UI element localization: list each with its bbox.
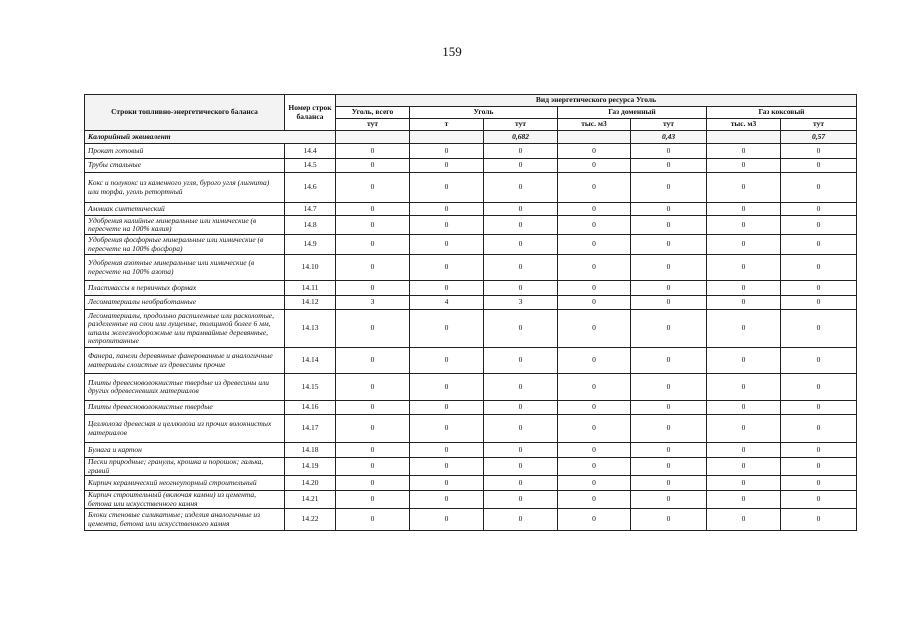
row-value: 0 bbox=[781, 144, 857, 159]
row-value: 0 bbox=[781, 159, 857, 173]
header-unit: тут bbox=[484, 119, 558, 131]
calorific-value: 0,43 bbox=[631, 131, 707, 144]
table-row bbox=[85, 144, 857, 159]
row-value: 0 bbox=[410, 401, 484, 415]
header-group-blast-furnace-gas: Газ доменный bbox=[558, 107, 707, 119]
row-value: 0 bbox=[707, 173, 781, 203]
row-value: 0 bbox=[558, 374, 631, 401]
row-value: 0 bbox=[558, 296, 631, 310]
row-name: Блоки стеновые силикатные; изделия аналогичные из цемента, бетона или искусственного камня bbox=[85, 509, 285, 531]
row-value: 0 bbox=[336, 203, 410, 216]
row-value: 0 bbox=[558, 281, 631, 296]
row-value: 0 bbox=[707, 401, 781, 415]
row-value: 0 bbox=[558, 491, 631, 509]
row-value: 0 bbox=[410, 491, 484, 509]
row-value: 0 bbox=[558, 235, 631, 255]
row-value: 0 bbox=[336, 443, 410, 458]
row-value: 0 bbox=[781, 235, 857, 255]
row-value: 0 bbox=[631, 159, 707, 173]
row-value: 0 bbox=[781, 509, 857, 531]
table-row bbox=[85, 415, 857, 443]
row-code: 14.17 bbox=[285, 415, 336, 443]
row-value: 0 bbox=[631, 310, 707, 348]
row-value: 0 bbox=[631, 281, 707, 296]
row-value: 0 bbox=[410, 415, 484, 443]
row-value: 0 bbox=[707, 144, 781, 159]
table-row bbox=[85, 458, 857, 476]
header-unit: тыс. м3 bbox=[558, 119, 631, 131]
row-name: Прокат готовый bbox=[85, 144, 285, 159]
header-row-number: Номер строк баланса bbox=[285, 95, 336, 131]
calorific-value bbox=[558, 131, 631, 144]
row-value: 0 bbox=[484, 491, 558, 509]
row-value: 0 bbox=[631, 216, 707, 235]
table-row bbox=[85, 443, 857, 458]
row-value: 0 bbox=[707, 509, 781, 531]
row-value: 0 bbox=[558, 509, 631, 531]
row-code: 14.14 bbox=[285, 348, 336, 374]
row-value: 0 bbox=[707, 458, 781, 476]
row-value: 0 bbox=[410, 203, 484, 216]
table-row bbox=[85, 509, 857, 531]
row-code: 14.15 bbox=[285, 374, 336, 401]
row-value: 0 bbox=[631, 401, 707, 415]
row-name: Лесоматериалы необработанные bbox=[85, 296, 285, 310]
row-value: 0 bbox=[631, 374, 707, 401]
row-name: Удобрения фосфорные минеральные или химические (в пересчете на 100% фосфора) bbox=[85, 235, 285, 255]
row-value: 0 bbox=[558, 216, 631, 235]
row-value: 0 bbox=[558, 443, 631, 458]
row-name: Целлюлоза древесная и целлюлоза из прочих волокнистых материалов bbox=[85, 415, 285, 443]
row-value: 0 bbox=[336, 144, 410, 159]
header-unit: тут bbox=[336, 119, 410, 131]
row-value: 0 bbox=[631, 255, 707, 281]
header-unit: тут bbox=[781, 119, 857, 131]
row-value: 0 bbox=[781, 415, 857, 443]
row-value: 0 bbox=[781, 203, 857, 216]
table-row bbox=[85, 255, 857, 281]
row-value: 0 bbox=[558, 310, 631, 348]
row-value: 0 bbox=[336, 476, 410, 491]
row-value: 0 bbox=[484, 281, 558, 296]
row-value: 0 bbox=[484, 374, 558, 401]
row-value: 0 bbox=[336, 509, 410, 531]
table-row bbox=[85, 296, 857, 310]
row-value: 0 bbox=[410, 255, 484, 281]
row-value: 0 bbox=[631, 476, 707, 491]
row-code: 14.11 bbox=[285, 281, 336, 296]
row-value: 0 bbox=[336, 491, 410, 509]
calorific-value: 0,57 bbox=[781, 131, 857, 144]
row-value: 0 bbox=[410, 443, 484, 458]
row-name: Трубы стальные bbox=[85, 159, 285, 173]
table-row bbox=[85, 374, 857, 401]
row-value: 0 bbox=[484, 443, 558, 458]
row-value: 0 bbox=[484, 255, 558, 281]
row-value: 0 bbox=[781, 296, 857, 310]
row-value: 0 bbox=[781, 491, 857, 509]
row-value: 0 bbox=[558, 173, 631, 203]
row-value: 0 bbox=[410, 348, 484, 374]
table-row bbox=[85, 159, 857, 173]
row-value: 0 bbox=[410, 235, 484, 255]
row-value: 0 bbox=[336, 159, 410, 173]
row-value: 0 bbox=[558, 255, 631, 281]
row-value: 0 bbox=[484, 235, 558, 255]
row-value: 0 bbox=[410, 144, 484, 159]
row-code: 14.7 bbox=[285, 203, 336, 216]
row-code: 14.19 bbox=[285, 458, 336, 476]
table-row bbox=[85, 281, 857, 296]
row-value: 0 bbox=[484, 216, 558, 235]
row-value: 4 bbox=[410, 296, 484, 310]
row-name: Пластмассы в первичных формах bbox=[85, 281, 285, 296]
row-value: 0 bbox=[410, 476, 484, 491]
row-value: 0 bbox=[410, 374, 484, 401]
row-value: 0 bbox=[631, 144, 707, 159]
row-value: 0 bbox=[410, 310, 484, 348]
row-value: 0 bbox=[336, 235, 410, 255]
calorific-value bbox=[410, 131, 484, 144]
table-row bbox=[85, 310, 857, 348]
row-value: 0 bbox=[631, 235, 707, 255]
row-value: 0 bbox=[707, 235, 781, 255]
row-value: 0 bbox=[484, 458, 558, 476]
row-value: 0 bbox=[631, 443, 707, 458]
row-value: 0 bbox=[484, 159, 558, 173]
table-row bbox=[85, 491, 857, 509]
row-value: 0 bbox=[558, 144, 631, 159]
row-value: 0 bbox=[484, 203, 558, 216]
row-value: 0 bbox=[336, 310, 410, 348]
header-unit: тут bbox=[631, 119, 707, 131]
row-name: Пески природные; гранулы, крошка и порошок; галька, гравий bbox=[85, 458, 285, 476]
row-value: 0 bbox=[410, 216, 484, 235]
row-value: 0 bbox=[707, 476, 781, 491]
row-value: 0 bbox=[781, 476, 857, 491]
row-value: 0 bbox=[631, 348, 707, 374]
row-code: 14.18 bbox=[285, 443, 336, 458]
row-value: 0 bbox=[484, 401, 558, 415]
row-value: 0 bbox=[336, 173, 410, 203]
table-row bbox=[85, 173, 857, 203]
row-value: 0 bbox=[336, 374, 410, 401]
row-name: Аммиак синтетический bbox=[85, 203, 285, 216]
row-value: 0 bbox=[410, 159, 484, 173]
row-value: 0 bbox=[558, 401, 631, 415]
row-value: 3 bbox=[484, 296, 558, 310]
row-value: 0 bbox=[631, 458, 707, 476]
row-value: 0 bbox=[781, 458, 857, 476]
row-value: 0 bbox=[336, 415, 410, 443]
row-value: 0 bbox=[484, 415, 558, 443]
row-value: 0 bbox=[484, 476, 558, 491]
row-code: 14.20 bbox=[285, 476, 336, 491]
calorific-value bbox=[707, 131, 781, 144]
page-number: 159 bbox=[442, 44, 462, 59]
row-value: 0 bbox=[707, 415, 781, 443]
table-row bbox=[85, 476, 857, 491]
row-value: 0 bbox=[707, 159, 781, 173]
row-value: 0 bbox=[781, 443, 857, 458]
calorific-value bbox=[336, 131, 410, 144]
row-value: 0 bbox=[707, 348, 781, 374]
row-value: 0 bbox=[707, 443, 781, 458]
row-value: 0 bbox=[558, 348, 631, 374]
row-name: Фанера, панели деревянные фанерованные и аналогичные материалы слоистые из древесины прочие bbox=[85, 348, 285, 374]
table-row bbox=[85, 235, 857, 255]
row-value: 0 bbox=[336, 401, 410, 415]
row-value: 0 bbox=[707, 374, 781, 401]
row-code: 14.16 bbox=[285, 401, 336, 415]
row-value: 3 bbox=[336, 296, 410, 310]
row-code: 14.21 bbox=[285, 491, 336, 509]
row-code: 14.8 bbox=[285, 216, 336, 235]
row-value: 0 bbox=[781, 281, 857, 296]
table-row bbox=[85, 348, 857, 374]
row-value: 0 bbox=[410, 509, 484, 531]
row-value: 0 bbox=[781, 401, 857, 415]
row-value: 0 bbox=[336, 348, 410, 374]
row-value: 0 bbox=[410, 173, 484, 203]
row-code: 14.4 bbox=[285, 144, 336, 159]
row-code: 14.6 bbox=[285, 173, 336, 203]
row-code: 14.9 bbox=[285, 235, 336, 255]
row-code: 14.5 bbox=[285, 159, 336, 173]
row-value: 0 bbox=[631, 296, 707, 310]
table-row bbox=[85, 203, 857, 216]
row-value: 0 bbox=[558, 415, 631, 443]
row-value: 0 bbox=[336, 255, 410, 281]
header-group-coal: Уголь bbox=[410, 107, 558, 119]
row-name: Плиты древесноволокнистые твердые из древесины или других одревесневших материалов bbox=[85, 374, 285, 401]
row-value: 0 bbox=[558, 458, 631, 476]
table-row bbox=[85, 401, 857, 415]
row-code: 14.13 bbox=[285, 310, 336, 348]
row-value: 0 bbox=[631, 173, 707, 203]
row-value: 0 bbox=[707, 203, 781, 216]
row-value: 0 bbox=[484, 310, 558, 348]
row-code: 14.12 bbox=[285, 296, 336, 310]
row-value: 0 bbox=[707, 255, 781, 281]
row-value: 0 bbox=[484, 509, 558, 531]
row-value: 0 bbox=[707, 491, 781, 509]
row-value: 0 bbox=[781, 348, 857, 374]
row-value: 0 bbox=[631, 509, 707, 531]
row-code: 14.10 bbox=[285, 255, 336, 281]
header-unit: т bbox=[410, 119, 484, 131]
header-resource-type: Вид энергетического ресурса Уголь bbox=[336, 95, 857, 107]
row-name: Удобрения калийные минеральные или химические (в пересчете на 100% калия) bbox=[85, 216, 285, 235]
row-name: Лесоматериалы, продольно распиленные или расколотые, разделенные на слои или лущеные, толщиной более 6 мм, шпалы железнодорожные или трамвайные деревянные, непропитанные bbox=[85, 310, 285, 348]
header-group-coal-total: Уголь, всего bbox=[336, 107, 410, 119]
row-value: 0 bbox=[336, 458, 410, 476]
row-value: 0 bbox=[558, 203, 631, 216]
row-value: 0 bbox=[781, 374, 857, 401]
row-value: 0 bbox=[707, 216, 781, 235]
row-value: 0 bbox=[410, 281, 484, 296]
row-value: 0 bbox=[336, 216, 410, 235]
row-value: 0 bbox=[484, 348, 558, 374]
row-value: 0 bbox=[781, 255, 857, 281]
fuel-balance-table bbox=[84, 94, 857, 531]
row-value: 0 bbox=[484, 173, 558, 203]
row-value: 0 bbox=[558, 159, 631, 173]
row-value: 0 bbox=[707, 310, 781, 348]
row-code: 14.22 bbox=[285, 509, 336, 531]
row-value: 0 bbox=[781, 310, 857, 348]
row-value: 0 bbox=[631, 415, 707, 443]
row-value: 0 bbox=[707, 296, 781, 310]
row-value: 0 bbox=[631, 491, 707, 509]
header-group-coke-gas: Газ коксовый bbox=[707, 107, 857, 119]
row-name: Кирпич керамический неогнеупорный строительный bbox=[85, 476, 285, 491]
row-value: 0 bbox=[631, 203, 707, 216]
header-unit: тыс. м3 bbox=[707, 119, 781, 131]
row-value: 0 bbox=[410, 458, 484, 476]
calorific-value: 0,682 bbox=[484, 131, 558, 144]
row-name: Плиты древесноволокнистые твердые bbox=[85, 401, 285, 415]
table-row bbox=[85, 216, 857, 235]
row-name: Удобрения азотные минеральные или химические (в пересчете на 100% азота) bbox=[85, 255, 285, 281]
row-value: 0 bbox=[781, 173, 857, 203]
row-value: 0 bbox=[484, 144, 558, 159]
row-name: Кирпич строительный (включая камни) из цемента, бетона или искусственного камня bbox=[85, 491, 285, 509]
row-name: Бумага и картон bbox=[85, 443, 285, 458]
row-value: 0 bbox=[781, 216, 857, 235]
row-value: 0 bbox=[558, 476, 631, 491]
header-row-label: Строки топливно-энергетического баланса bbox=[85, 95, 285, 131]
row-value: 0 bbox=[336, 281, 410, 296]
row-value: 0 bbox=[707, 281, 781, 296]
calorific-label: Калорийный эквивалент bbox=[85, 131, 336, 144]
row-name: Кокс и полукокс из каменного угля, бурого угля (лигнита) или торфа, уголь ретортный bbox=[85, 173, 285, 203]
